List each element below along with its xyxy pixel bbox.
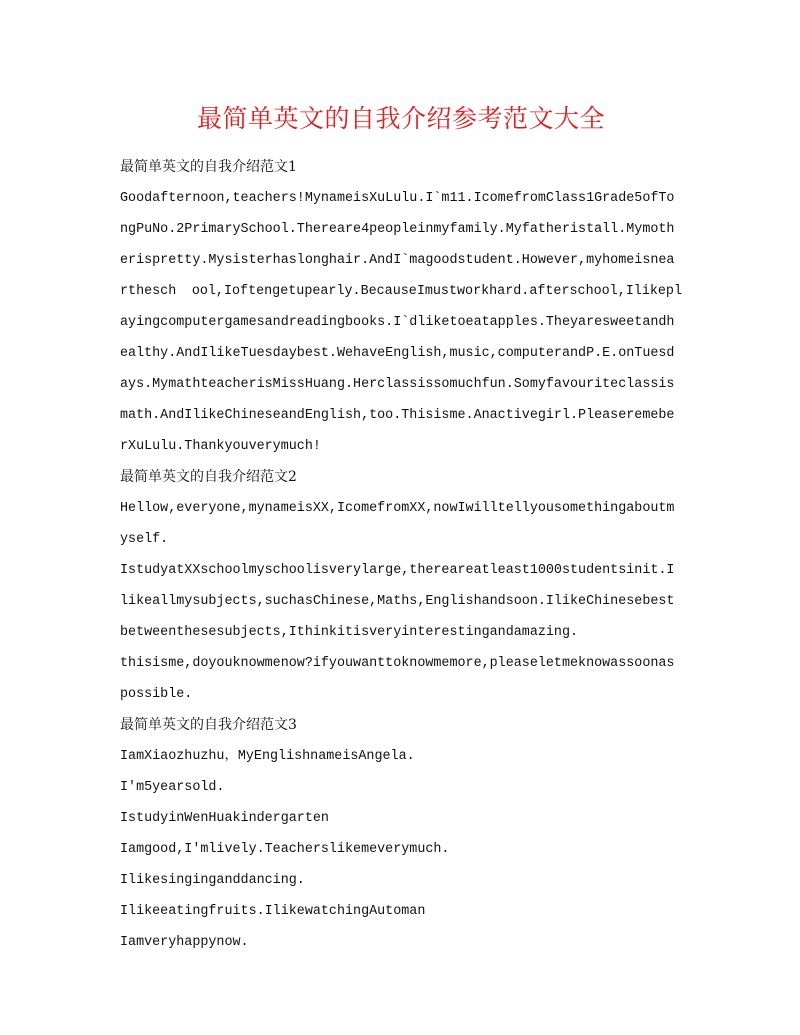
section-paragraph: thisisme,doyouknowmenow?ifyouwanttoknowmemore,pleaseletmeknowassoonaspossible. (120, 656, 675, 702)
section-3 (120, 710, 682, 958)
section-paragraph: IstudyinWenHuakindergarten (120, 811, 329, 826)
section-paragraph: Iamgood,I'mlively.Teacherslikemeverymuch. (120, 842, 450, 857)
section-heading: 最简单英文的自我介绍范文2 (120, 469, 297, 485)
section-paragraph: I'm5yearsold. (120, 780, 225, 795)
section-paragraph: Ilikeeatingfruits.IlikewatchingAutoman (120, 904, 426, 919)
section-1 (120, 152, 682, 462)
section-heading: 最简单英文的自我介绍范文1 (120, 159, 297, 175)
document-page (120, 100, 682, 958)
section-paragraph: Iamveryhappynow. (120, 935, 249, 950)
section-heading: 最简单英文的自我介绍范文3 (120, 717, 297, 733)
section-paragraph: Ilikesinginganddancing. (120, 873, 305, 888)
section-2 (120, 462, 682, 710)
section-paragraph: Goodafternoon,teachers!MynameisXuLulu.I`m11.IcomefromClass1Grade5ofTongPuNo.2PrimarySchool.Thereare4peopleinmyfamily.Myfatheristall.Mymotherispretty.Mysisterhaslonghair.AndI`magoodstudent.However,myhomeisnearthesch ool,Ioftengetupearly.BecauseImustworkhard.afterschool,Ilikeplayingcomputergamesandreadingbooks.I`dliketoeatapples.Theyaresweetandhealthy.AndIlikeTuesdaybest.WehaveEnglish,music,computerandP.E.onTuesdays.MymathteacherisMissHuang.Herclassissomuchfun.Somyfavouriteclassismath.AndIlikeChineseandEnglish,too.Thisisme.Anactivegirl.PleaseremeberXuLulu.Thankyouverymuch! (120, 191, 682, 454)
section-paragraph: IstudyatXXschoolmyschoolisverylarge,thereareatleast1000studentsinit.Ilikeallmysubjects,suchasChinese,Maths,Englishandsoon.IlikeChinesebestbetweenthesesubjects,Ithinkitisveryinterestingandamazing. (120, 563, 675, 640)
document-title: 最简单英文的自我介绍参考范文大全 (196, 104, 605, 133)
section-paragraph: Hellow,everyone,mynameisXX,IcomefromXX,nowIwilltellyousomethingaboutmyself. (120, 501, 675, 547)
section-paragraph: IamXiaozhuzhu，MyEnglishnameisAngela. (120, 749, 415, 764)
